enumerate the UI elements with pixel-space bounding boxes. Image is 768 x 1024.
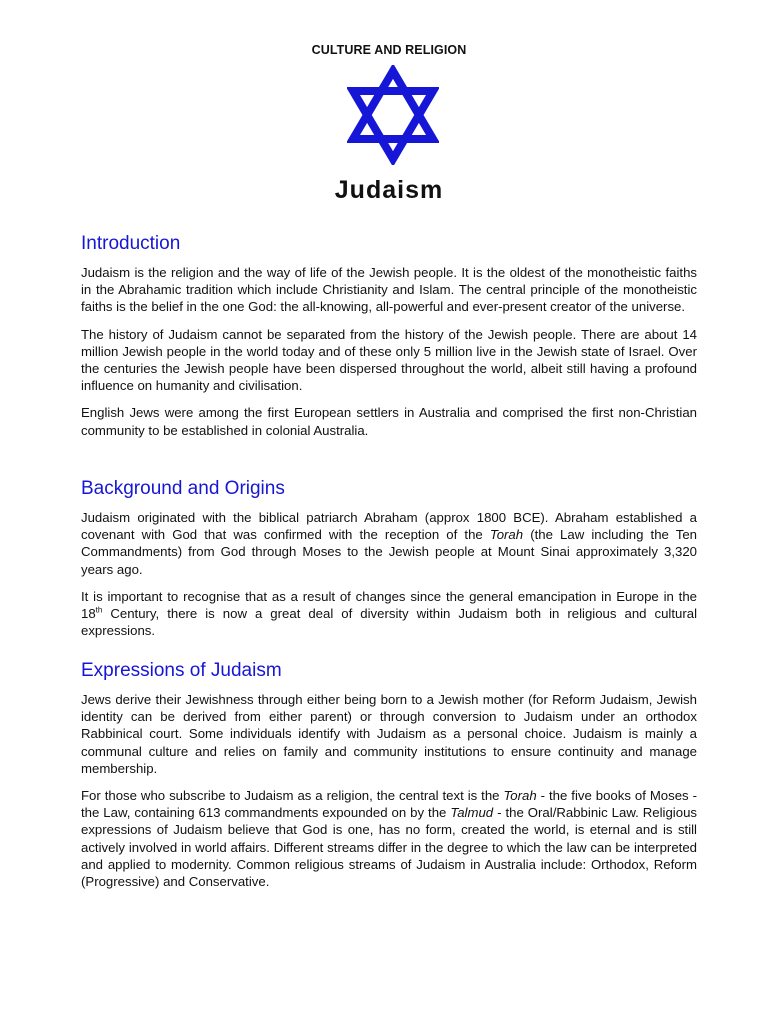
introduction-paragraph-3: English Jews were among the first European settlers in Australia and comprised the first non-Christian community to be established in colonial Australia.: [81, 405, 697, 438]
section-introduction: [81, 233, 697, 449]
introduction-heading: Introduction: [81, 233, 181, 254]
background-heading: Background and Origins: [81, 478, 285, 499]
expressions-paragraph-2: For those who subscribe to Judaism as a religion, the central text is the Torah - the five books of Moses - the Law, containing 613 commandments expounded on by the Talmud - the Oral/Rabbinic Law. Religious expressions of Judaism believe that God is one, has no form, created the world, is eternal and is still actively involved in world affairs. Different streams differ in the degree to which the law can be interpreted and applied to modernity. Common religious streams of Judaism in Australia include: Orthodox, Reform (Progressive) and Conservative.: [81, 788, 697, 890]
introduction-paragraph-2: The history of Judaism cannot be separated from the history of the Jewish people. There are about 14 million Jewish people in the world today and of these only 5 million live in the Jewish state of Israel. Over the centuries the Jewish people have been dispersed throughout the world, albeit still having a profound influence on humanity and civilisation.: [81, 326, 697, 394]
expressions-heading: Expressions of Judaism: [81, 660, 282, 681]
section-expressions: [81, 660, 697, 900]
background-paragraph-2: It is important to recognise that as a result of changes since the general emancipation in Europe in the 18th Century, there is now a great deal of diversity within Judaism both in religious and cultural expressions.: [81, 588, 697, 639]
star-of-david-icon: [347, 65, 439, 165]
section-background-origins: [81, 478, 697, 649]
document-kicker: CULTURE AND RELIGION: [311, 43, 467, 57]
introduction-paragraph-1: Judaism is the religion and the way of life of the Jewish people. It is the oldest of the monotheistic faiths in the Abrahamic tradition which include Christianity and Islam. The central principle of the monotheistic faiths is the belief in the one God: the all-knowing, all-powerful and ever-present creator of the universe.: [81, 265, 697, 315]
background-paragraph-1: Judaism originated with the biblical patriarch Abraham (approx 1800 BCE). Abraham established a covenant with God that was confirmed with the reception of the Torah (the Law including the Ten Commandments) from God through Moses to the Jewish people at Mount Sinai approximately 3,320 years ago.: [81, 510, 697, 577]
document-title: Judaism: [334, 176, 444, 204]
expressions-paragraph-1: Jews derive their Jewishness through either being born to a Jewish mother (for Reform Judaism, Jewish identity can be derived from either parent) or through conversion to Judaism under an orthodox Rabbinical court. Some individuals identify with Judaism as a personal choice. Judaism is mainly a communal culture and relies on family and community institutions to ensure continuity and manage membership.: [81, 692, 697, 776]
